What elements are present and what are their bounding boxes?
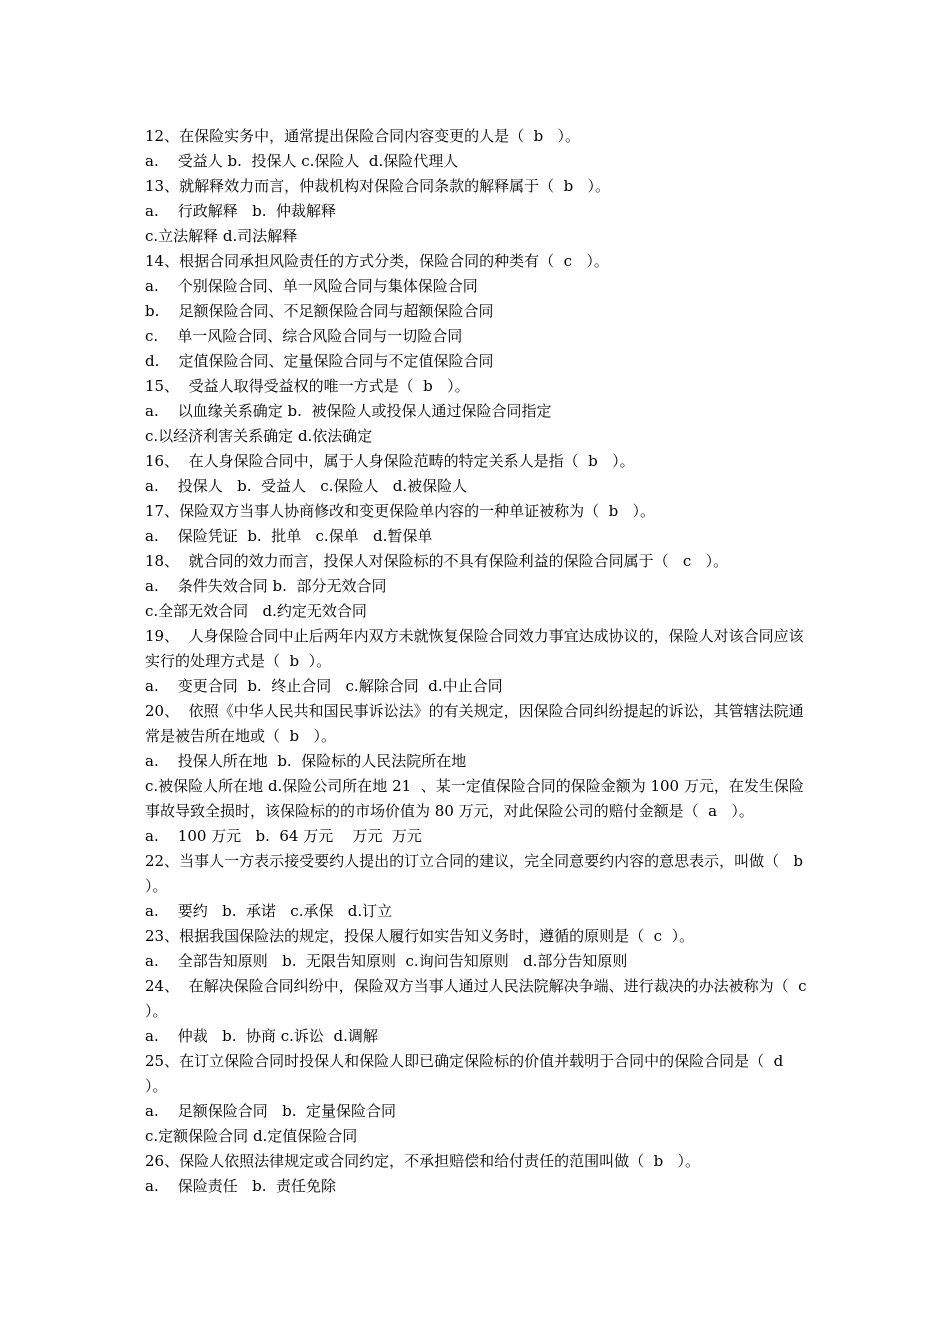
options-12: a. 受益人 b. 投保人 c.保险人 d.保险代理人 bbox=[145, 152, 459, 170]
options-25-cd: c.定额保险合同 d.定值保险合同 bbox=[145, 1127, 358, 1145]
option-14-a: a. 个别保险合同、单一风险合同与集体保险合同 bbox=[145, 277, 478, 295]
options-23: a. 全部告知原则 b. 无限告知原则 c.询问告知原则 d.部分告知原则 bbox=[145, 952, 628, 970]
question-24: 24、 在解决保险合同纠纷中，保险双方当事人通过人民法院解决争端、进行裁决的办法被称为（ c ）。 bbox=[145, 977, 821, 1020]
option-14-d: d. 定值保险合同、定量保险合同与不定值保险合同 bbox=[145, 352, 494, 370]
options-20-cd-question-21: c.被保险人所在地 d.保险公司所在地 21 、某一定值保险合同的保险金额为 100 万元，在发生保险事故导致全损时，该保险标的的市场价值为 80 万元，对此保险公司的赔付金额是（ a ）。 bbox=[145, 777, 804, 820]
question-14: 14、根据合同承担风险责任的方式分类，保险合同的种类有（ c ）。 bbox=[145, 252, 609, 270]
question-19: 19、 人身保险合同中止后两年内双方未就恢复保险合同效力事宜达成协议的，保险人对该合同应该实行的处理方式是（ b ）。 bbox=[145, 627, 804, 670]
options-19: a. 变更合同 b. 终止合同 c.解除合同 d.中止合同 bbox=[145, 677, 503, 695]
options-24: a. 仲裁 b. 协商 c.诉讼 d.调解 bbox=[145, 1027, 378, 1045]
question-17: 17、保险双方当事人协商修改和变更保险单内容的一种单证被称为（ b ）。 bbox=[145, 502, 656, 520]
question-20: 20、 依照《中华人民共和国民事诉讼法》的有关规定，因保险合同纠纷提起的诉讼，其管辖法院通常是被告所在地或（ b ）。 bbox=[145, 702, 804, 745]
options-18-cd: c.全部无效合同 d.约定无效合同 bbox=[145, 602, 367, 620]
question-23: 23、根据我国保险法的规定，投保人履行如实告知义务时，遵循的原则是（ c ）。 bbox=[145, 927, 695, 945]
question-15: 15、 受益人取得受益权的唯一方式是（ b ）。 bbox=[145, 377, 470, 395]
question-18: 18、 就合同的效力而言，投保人对保险标的不具有保险利益的保险合同属于（ c ）。 bbox=[145, 552, 729, 570]
options-26: a. 保险责任 b. 责任免除 bbox=[145, 1177, 336, 1195]
question-22: 22、当事人一方表示接受要约人提出的订立合同的建议，完全同意要约内容的意思表示，叫做（ b ）。 bbox=[145, 852, 813, 895]
options-16: a. 投保人 b. 受益人 c.保险人 d.被保险人 bbox=[145, 477, 468, 495]
question-13: 13、就解释效力而言，仲裁机构对保险合同条款的解释属于（ b ）。 bbox=[145, 177, 611, 195]
question-16: 16、 在人身保险合同中，属于人身保险范畴的特定关系人是指（ b ）。 bbox=[145, 452, 635, 470]
question-26: 26、保险人依照法律规定或合同约定，不承担赔偿和给付责任的范围叫做（ b ）。 bbox=[145, 1152, 701, 1170]
options-13-cd: c.立法解释 d.司法解释 bbox=[145, 227, 298, 245]
options-25-ab: a. 足额保险合同 b. 定量保险合同 bbox=[145, 1102, 396, 1120]
options-15-ab: a. 以血缘关系确定 b. 被保险人或投保人通过保险合同指定 bbox=[145, 402, 552, 420]
options-20-ab: a. 投保人所在地 b. 保险标的人民法院所在地 bbox=[145, 752, 467, 770]
options-21: a. 100 万元 b. 64 万元 万元 万元 bbox=[145, 827, 422, 845]
option-14-b: b. 足额保险合同、不足额保险合同与超额保险合同 bbox=[145, 302, 494, 320]
options-18-ab: a. 条件失效合同 b. 部分无效合同 bbox=[145, 577, 387, 595]
question-25: 25、在订立保险合同时投保人和保险人即已确定保险标的价值并载明于合同中的保险合同是（ d ）。 bbox=[145, 1052, 798, 1095]
options-15-cd: c.以经济利害关系确定 d.依法确定 bbox=[145, 427, 373, 445]
options-17: a. 保险凭证 b. 批单 c.保单 d.暂保单 bbox=[145, 527, 433, 545]
option-14-c: c. 单一风险合同、综合风险合同与一切险合同 bbox=[145, 327, 463, 345]
options-13-ab: a. 行政解释 b. 仲裁解释 bbox=[145, 202, 336, 220]
options-22: a. 要约 b. 承诺 c.承保 d.订立 bbox=[145, 902, 393, 920]
question-12: 12、在保险实务中，通常提出保险合同内容变更的人是（ b ）。 bbox=[145, 127, 581, 145]
document-body bbox=[145, 124, 821, 1199]
